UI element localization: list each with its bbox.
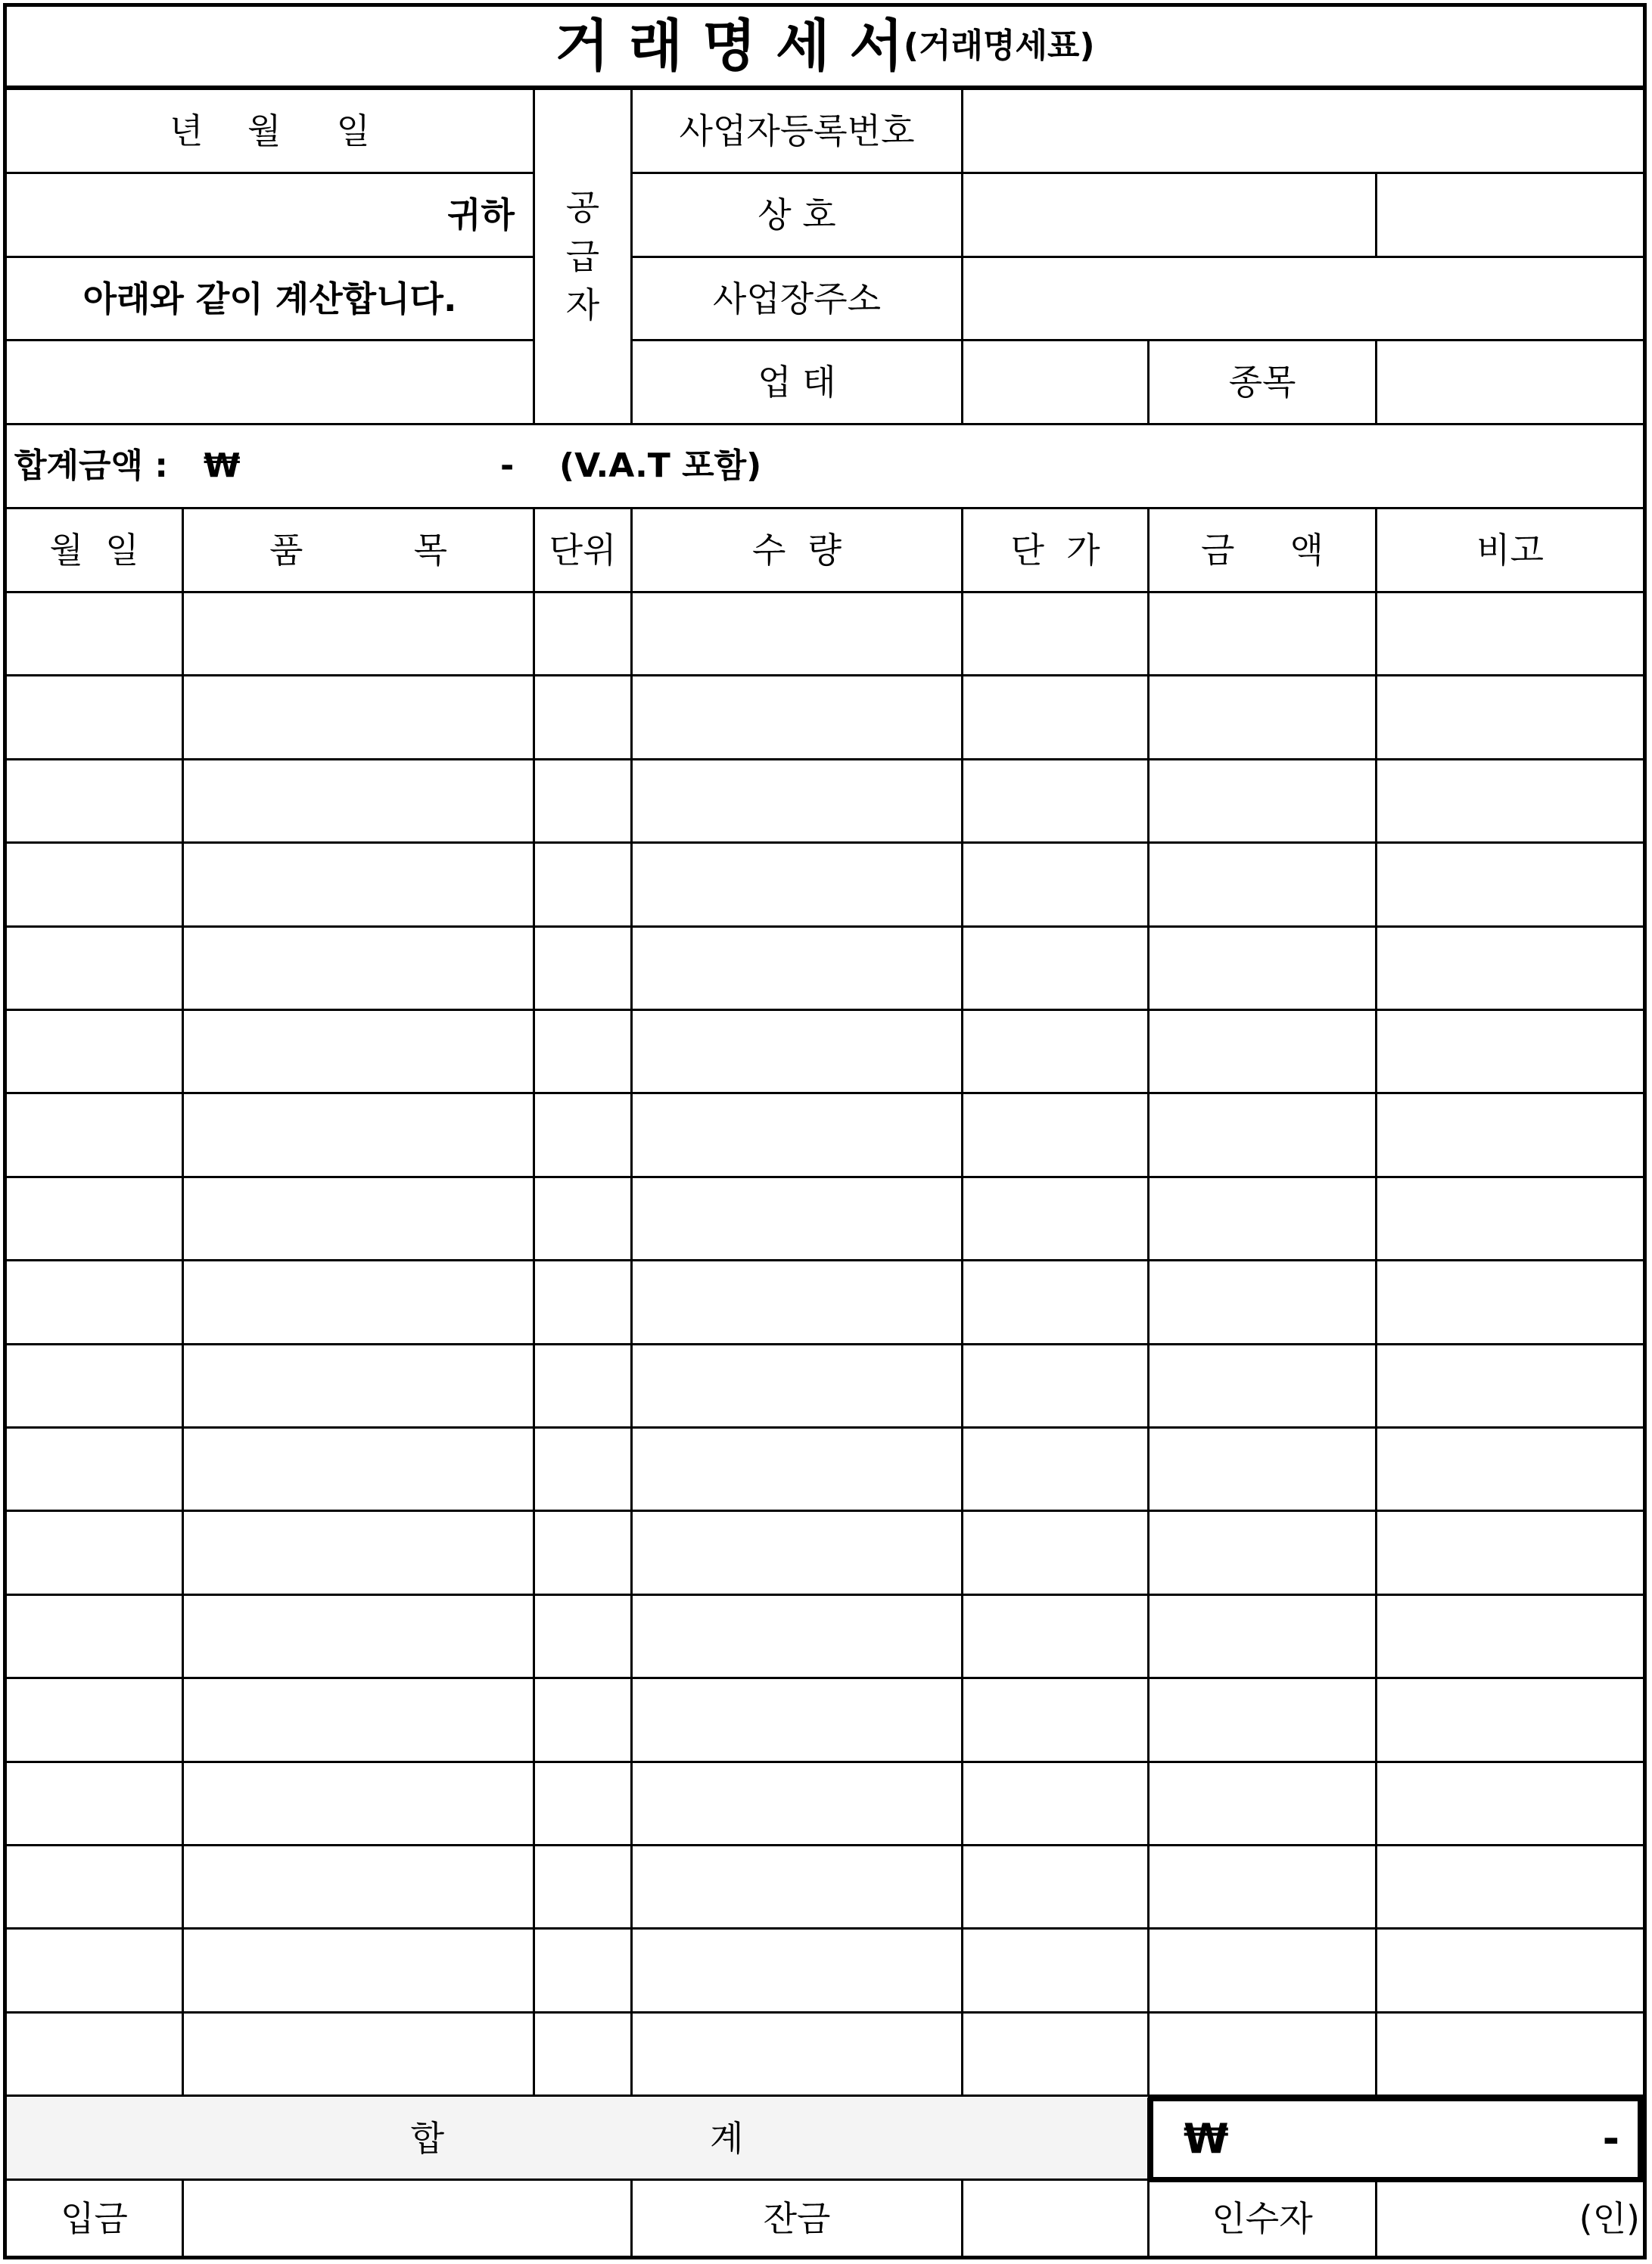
cell-unit[interactable]	[535, 2014, 633, 2097]
cell-qty[interactable]	[633, 1178, 963, 1261]
cell-date[interactable]	[7, 760, 184, 844]
cell-remarks[interactable]	[1377, 1846, 1643, 1930]
cell-qty[interactable]	[633, 1345, 963, 1429]
cell-unit[interactable]	[535, 1345, 633, 1429]
cell-amount[interactable]	[1150, 844, 1377, 928]
cell-unit-price[interactable]	[963, 844, 1150, 928]
cell-qty[interactable]	[633, 1512, 963, 1596]
representative-value[interactable]	[1377, 174, 1643, 258]
cell-remarks[interactable]	[1377, 1261, 1643, 1345]
supplier-label-3: 자	[565, 285, 600, 326]
cell-item[interactable]	[184, 1178, 535, 1261]
cell-qty[interactable]	[633, 1846, 963, 1930]
deposit-label: 입금	[7, 2181, 184, 2256]
cell-unit[interactable]	[535, 593, 633, 676]
cell-qty[interactable]	[633, 1261, 963, 1345]
cell-item[interactable]	[184, 1094, 535, 1178]
cell-unit[interactable]	[535, 1512, 633, 1596]
balance-value[interactable]	[963, 2181, 1150, 2256]
sum-value: -	[1602, 2115, 1619, 2163]
supplier-label	[535, 90, 633, 425]
cell-qty[interactable]	[633, 1011, 963, 1094]
cell-unit-price[interactable]	[963, 2014, 1150, 2097]
cell-remarks[interactable]	[1377, 1178, 1643, 1261]
cell-unit-price[interactable]	[963, 1679, 1150, 1763]
cell-amount[interactable]	[1150, 1679, 1377, 1763]
vat-note: (V.A.T 포함)	[559, 446, 762, 485]
cell-unit[interactable]	[535, 1763, 633, 1846]
cell-amount[interactable]	[1150, 760, 1377, 844]
biz-reg-no-value[interactable]	[963, 90, 1643, 174]
company-value[interactable]	[963, 174, 1377, 258]
statement-form	[3, 3, 1647, 2259]
cell-amount[interactable]	[1150, 1094, 1377, 1178]
total-amount-label: 합계금액 :	[14, 446, 168, 485]
cell-date[interactable]	[7, 1846, 184, 1930]
cell-item[interactable]	[184, 593, 535, 676]
cell-unit[interactable]	[535, 1846, 633, 1930]
cell-unit-price[interactable]	[963, 1763, 1150, 1846]
cell-date[interactable]	[7, 1679, 184, 1763]
cell-amount[interactable]	[1150, 593, 1377, 676]
cell-unit[interactable]	[535, 1094, 633, 1178]
cell-qty[interactable]	[633, 593, 963, 676]
cell-unit[interactable]	[535, 1178, 633, 1261]
header-blank-cell[interactable]	[7, 341, 535, 425]
total-amount-row	[7, 425, 1643, 509]
cell-unit[interactable]	[535, 1011, 633, 1094]
cell-remarks[interactable]	[1377, 844, 1643, 928]
cell-remarks[interactable]	[1377, 1094, 1643, 1178]
biz-item-value[interactable]	[1377, 341, 1643, 425]
cell-unit[interactable]	[535, 1679, 633, 1763]
cell-item[interactable]	[184, 676, 535, 760]
cell-date[interactable]	[7, 1345, 184, 1429]
supplier-label-1: 공	[565, 187, 600, 229]
date-cell[interactable]: 년 월 일	[7, 90, 535, 174]
col-header-item: 품 목	[184, 509, 535, 593]
cell-date[interactable]	[7, 1178, 184, 1261]
receiver-seal[interactable]: (인)	[1579, 2197, 1640, 2239]
cell-unit-price[interactable]	[963, 1512, 1150, 1596]
cell-amount[interactable]	[1150, 1930, 1377, 2014]
cell-remarks[interactable]	[1377, 1011, 1643, 1094]
total-amount-value[interactable]: -	[500, 446, 515, 485]
cell-unit-price[interactable]	[963, 1345, 1150, 1429]
cell-qty[interactable]	[633, 1930, 963, 2014]
cell-unit-price[interactable]	[963, 676, 1150, 760]
cell-date[interactable]	[7, 1596, 184, 1679]
biz-type-label: 업 태	[633, 341, 963, 425]
cell-date[interactable]	[7, 1763, 184, 1846]
cell-date[interactable]	[7, 676, 184, 760]
sum-label: 합 계	[7, 2098, 1150, 2181]
biz-type-value[interactable]	[963, 341, 1150, 425]
cell-date[interactable]	[7, 2014, 184, 2097]
cell-amount[interactable]	[1150, 1429, 1377, 1512]
cell-unit-price[interactable]	[963, 1930, 1150, 2014]
title-main: 거 래 명 세 서	[555, 14, 904, 79]
col-header-unit-price: 단 가	[963, 509, 1150, 593]
cell-item[interactable]	[184, 1763, 535, 1846]
cell-qty[interactable]	[633, 1429, 963, 1512]
cell-item[interactable]	[184, 1345, 535, 1429]
cell-date[interactable]	[7, 928, 184, 1011]
receiver-label: 인수자	[1150, 2181, 1377, 2256]
cell-item[interactable]	[184, 1261, 535, 1345]
cell-unit[interactable]	[535, 844, 633, 928]
cell-remarks[interactable]	[1377, 2014, 1643, 2097]
cell-amount[interactable]	[1150, 1596, 1377, 1679]
cell-remarks[interactable]	[1377, 1596, 1643, 1679]
cell-remarks[interactable]	[1377, 1345, 1643, 1429]
balance-label: 잔금	[633, 2181, 963, 2256]
cell-qty[interactable]	[633, 844, 963, 928]
cell-amount[interactable]	[1150, 1261, 1377, 1345]
biz-item-label: 종목	[1150, 341, 1377, 425]
cell-qty[interactable]	[633, 1763, 963, 1846]
cell-remarks[interactable]	[1377, 1429, 1643, 1512]
cell-unit[interactable]	[535, 1596, 633, 1679]
cell-unit[interactable]	[535, 1930, 633, 2014]
biz-reg-no-label: 사업자등록번호	[633, 90, 963, 174]
cell-date[interactable]	[7, 844, 184, 928]
cell-amount[interactable]	[1150, 1763, 1377, 1846]
cell-item[interactable]	[184, 844, 535, 928]
cell-item[interactable]	[184, 2014, 535, 2097]
sum-won-sign: ₩	[1184, 2115, 1229, 2163]
cell-amount[interactable]	[1150, 1011, 1377, 1094]
col-header-qty: 수 량	[633, 509, 963, 593]
form-title	[7, 7, 1643, 90]
cell-qty[interactable]	[633, 676, 963, 760]
cell-unit-price[interactable]	[963, 1094, 1150, 1178]
company-label: 상 호	[633, 174, 963, 258]
cell-amount[interactable]	[1150, 928, 1377, 1011]
cell-unit-price[interactable]	[963, 1261, 1150, 1345]
cell-unit-price[interactable]	[963, 1178, 1150, 1261]
cell-unit-price[interactable]	[963, 1846, 1150, 1930]
cell-item[interactable]	[184, 1429, 535, 1512]
cell-remarks[interactable]	[1377, 676, 1643, 760]
cell-unit-price[interactable]	[963, 760, 1150, 844]
won-sign: ₩	[204, 446, 241, 485]
cell-remarks[interactable]	[1377, 1763, 1643, 1846]
cell-unit[interactable]	[535, 928, 633, 1011]
col-header-amount: 금 액	[1150, 509, 1377, 593]
cell-unit-price[interactable]	[963, 1596, 1150, 1679]
cell-qty[interactable]	[633, 928, 963, 1011]
cell-date[interactable]	[7, 1930, 184, 2014]
cell-date[interactable]	[7, 1011, 184, 1094]
cell-qty[interactable]	[633, 1596, 963, 1679]
cell-amount[interactable]	[1150, 1846, 1377, 1930]
cell-date[interactable]	[7, 1094, 184, 1178]
supplier-label-2: 급	[565, 235, 600, 277]
cell-qty[interactable]	[633, 1094, 963, 1178]
cell-item[interactable]	[184, 1596, 535, 1679]
cell-amount[interactable]	[1150, 1345, 1377, 1429]
address-value[interactable]	[963, 258, 1643, 341]
deposit-value[interactable]	[184, 2181, 633, 2256]
cell-unit[interactable]	[535, 676, 633, 760]
cell-item[interactable]	[184, 928, 535, 1011]
cell-unit-price[interactable]	[963, 593, 1150, 676]
cell-unit-price[interactable]	[963, 1011, 1150, 1094]
cell-date[interactable]	[7, 593, 184, 676]
cell-qty[interactable]	[633, 2014, 963, 2097]
cell-unit[interactable]	[535, 1261, 633, 1345]
cell-date[interactable]	[7, 1512, 184, 1596]
cell-item[interactable]	[184, 1011, 535, 1094]
col-header-remarks: 비고	[1377, 509, 1643, 593]
cell-unit[interactable]	[535, 760, 633, 844]
cell-remarks[interactable]	[1377, 1512, 1643, 1596]
cell-item[interactable]	[184, 1846, 535, 1930]
calc-note: 아래와 같이 계산합니다.	[7, 258, 535, 341]
col-header-unit: 단위	[535, 509, 633, 593]
cell-item[interactable]	[184, 760, 535, 844]
recipient-cell[interactable]: 귀하	[7, 174, 535, 258]
cell-unit-price[interactable]	[963, 1429, 1150, 1512]
cell-item[interactable]	[184, 1512, 535, 1596]
cell-unit-price[interactable]	[963, 928, 1150, 1011]
cell-qty[interactable]	[633, 1679, 963, 1763]
cell-item[interactable]	[184, 1930, 535, 2014]
cell-remarks[interactable]	[1377, 1679, 1643, 1763]
sum-value-box[interactable]	[1148, 2096, 1643, 2182]
title-sub: (거래명세표)	[903, 26, 1095, 65]
cell-remarks[interactable]	[1377, 593, 1643, 676]
cell-date[interactable]	[7, 1261, 184, 1345]
address-label: 사업장주소	[633, 258, 963, 341]
cell-remarks[interactable]	[1377, 928, 1643, 1011]
cell-amount[interactable]	[1150, 2014, 1377, 2097]
cell-amount[interactable]	[1150, 1178, 1377, 1261]
cell-date[interactable]	[7, 1429, 184, 1512]
cell-item[interactable]	[184, 1679, 535, 1763]
cell-unit[interactable]	[535, 1429, 633, 1512]
cell-qty[interactable]	[633, 760, 963, 844]
cell-amount[interactable]	[1150, 676, 1377, 760]
cell-amount[interactable]	[1150, 1512, 1377, 1596]
cell-remarks[interactable]	[1377, 1930, 1643, 2014]
cell-remarks[interactable]	[1377, 760, 1643, 844]
col-header-date: 월 일	[7, 509, 184, 593]
